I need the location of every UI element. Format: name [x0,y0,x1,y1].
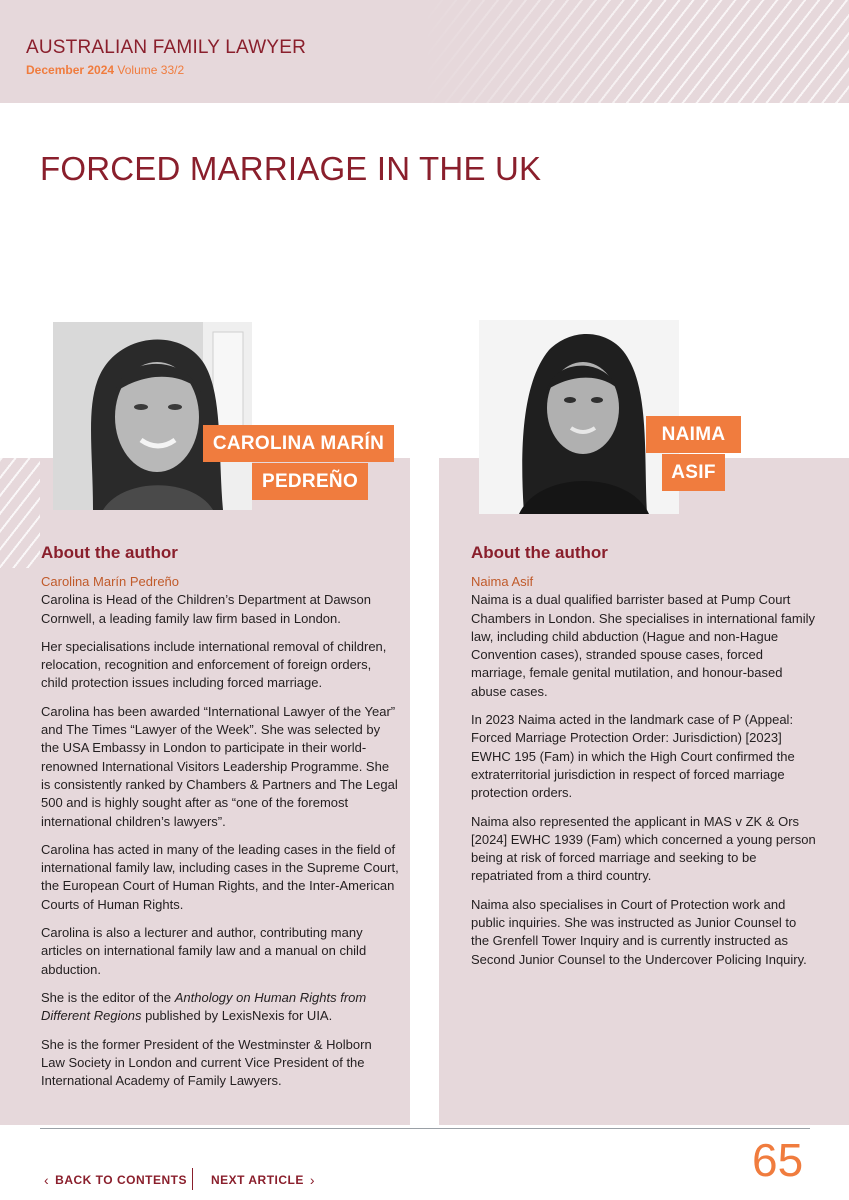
footer-nav-divider [192,1168,193,1190]
footer-rule [40,1128,810,1129]
header-stripes [420,0,849,103]
chevron-right-icon: › [309,1172,316,1188]
back-to-contents-label: BACK TO CONTENTS [55,1173,187,1187]
article-title: FORCED MARRIAGE IN THE UK [40,150,542,187]
editor-prefix: She is the editor of the [41,989,172,1005]
issue-volume: Volume 33/2 [117,63,185,77]
issue-info [26,63,184,77]
journal-title: AUSTRALIAN FAMILY LAWYER [26,37,307,58]
bio-paragraph: In 2023 Naima acted in the landmark case of P (Appeal: Forced Marriage Protection Order: Jurisdiction) [2023] EWHC 195 (Fam) in which the High Court confirmed the extraterritorial jurisdiction in respect of forced marriage protection orders. [471,712,795,801]
bio-paragraph: Carolina has been awarded “International Lawyer of the Year” and The Times “Lawyer of the Week”. She was selected by the USA Embassy in London to participate in their world-renowned International Visitors Leadership Programme. She is consistently ranked by Chambers & Partners and The Legal 500 and is highly sought after as “one of the foremost international children’s lawyers”. [41,703,398,829]
back-to-contents-link[interactable] [38,1172,187,1188]
author-photo-carolina [53,322,252,510]
issue-date: December 2024 [26,63,115,77]
author-fullname-carolina: Carolina Marín Pedreño [41,574,180,589]
editor-suffix: published by LexisNexis for UIA. [145,1008,333,1024]
author-name-line2-carolina: PEDREÑO [252,463,368,500]
chevron-left-icon: ‹ [44,1172,50,1188]
bio-paragraph-editor [41,989,399,1026]
next-article-label: NEXT ARTICLE [211,1173,304,1187]
bio-paragraph: Carolina has acted in many of the leading cases in the field of international family law, including cases in the Supreme Court, the European Court of Human Rights, and the Inter-American Courts of Human Rights. [41,841,399,912]
bio-paragraph: Carolina is Head of the Children’s Department at Dawson Cornwell, a leading family law firm based in London. [41,592,371,626]
author-fullname-naima: Naima Asif [471,574,534,589]
bio-paragraph: Her specialisations include international removal of children, relocation, recognition and enforcement of foreign orders, child protection issues including forced marriage. [41,638,387,691]
author-name-line2-naima: ASIF [662,454,725,491]
bio-paragraph: Carolina is also a lecturer and author, contributing many articles on international family law and a manual on child abduction. [41,925,367,977]
author-bio-naima [471,573,816,979]
next-article-link[interactable] [211,1172,321,1188]
bio-paragraph: She is the former President of the Westminster & Holborn Law Society in London and current Vice President of the International Academy of Family Lawyers. [41,1036,372,1089]
bio-paragraph: Naima is a dual qualified barrister based at Pump Court Chambers in London. She specialises in international family law, including child abduction (Hague and non-Hague Convention cases), stranded spouse cases, forced marriage, female genital mutilation, and honour-based abuse cases. [471,592,815,699]
bio-paragraph: Naima also specialises in Court of Protection work and public inquiries. She was instructed as Junior Counsel to the Grenfell Tower Inquiry and is currently instructed as Second Junior Counsel to the Undercover Policing Inquiry. [471,896,807,967]
about-heading-naima: About the author [471,543,608,562]
author-bio-carolina [41,573,399,1100]
panel-hatch [0,458,40,568]
page-number: 65 [752,1134,804,1186]
about-heading-carolina: About the author [41,543,178,562]
editor-title: Anthology on Human Rights from Different Regions [41,989,367,1024]
author-name-line1-naima: NAIMA [646,416,741,453]
bio-paragraph: Naima also represented the applicant in MAS v ZK & Ors [2024] EWHC 1939 (Fam) which concerned a young person being at risk of forced marriage and seeking to be repatriated from a third country. [471,813,816,884]
author-name-line1-carolina: CAROLINA MARÍN [203,425,394,462]
